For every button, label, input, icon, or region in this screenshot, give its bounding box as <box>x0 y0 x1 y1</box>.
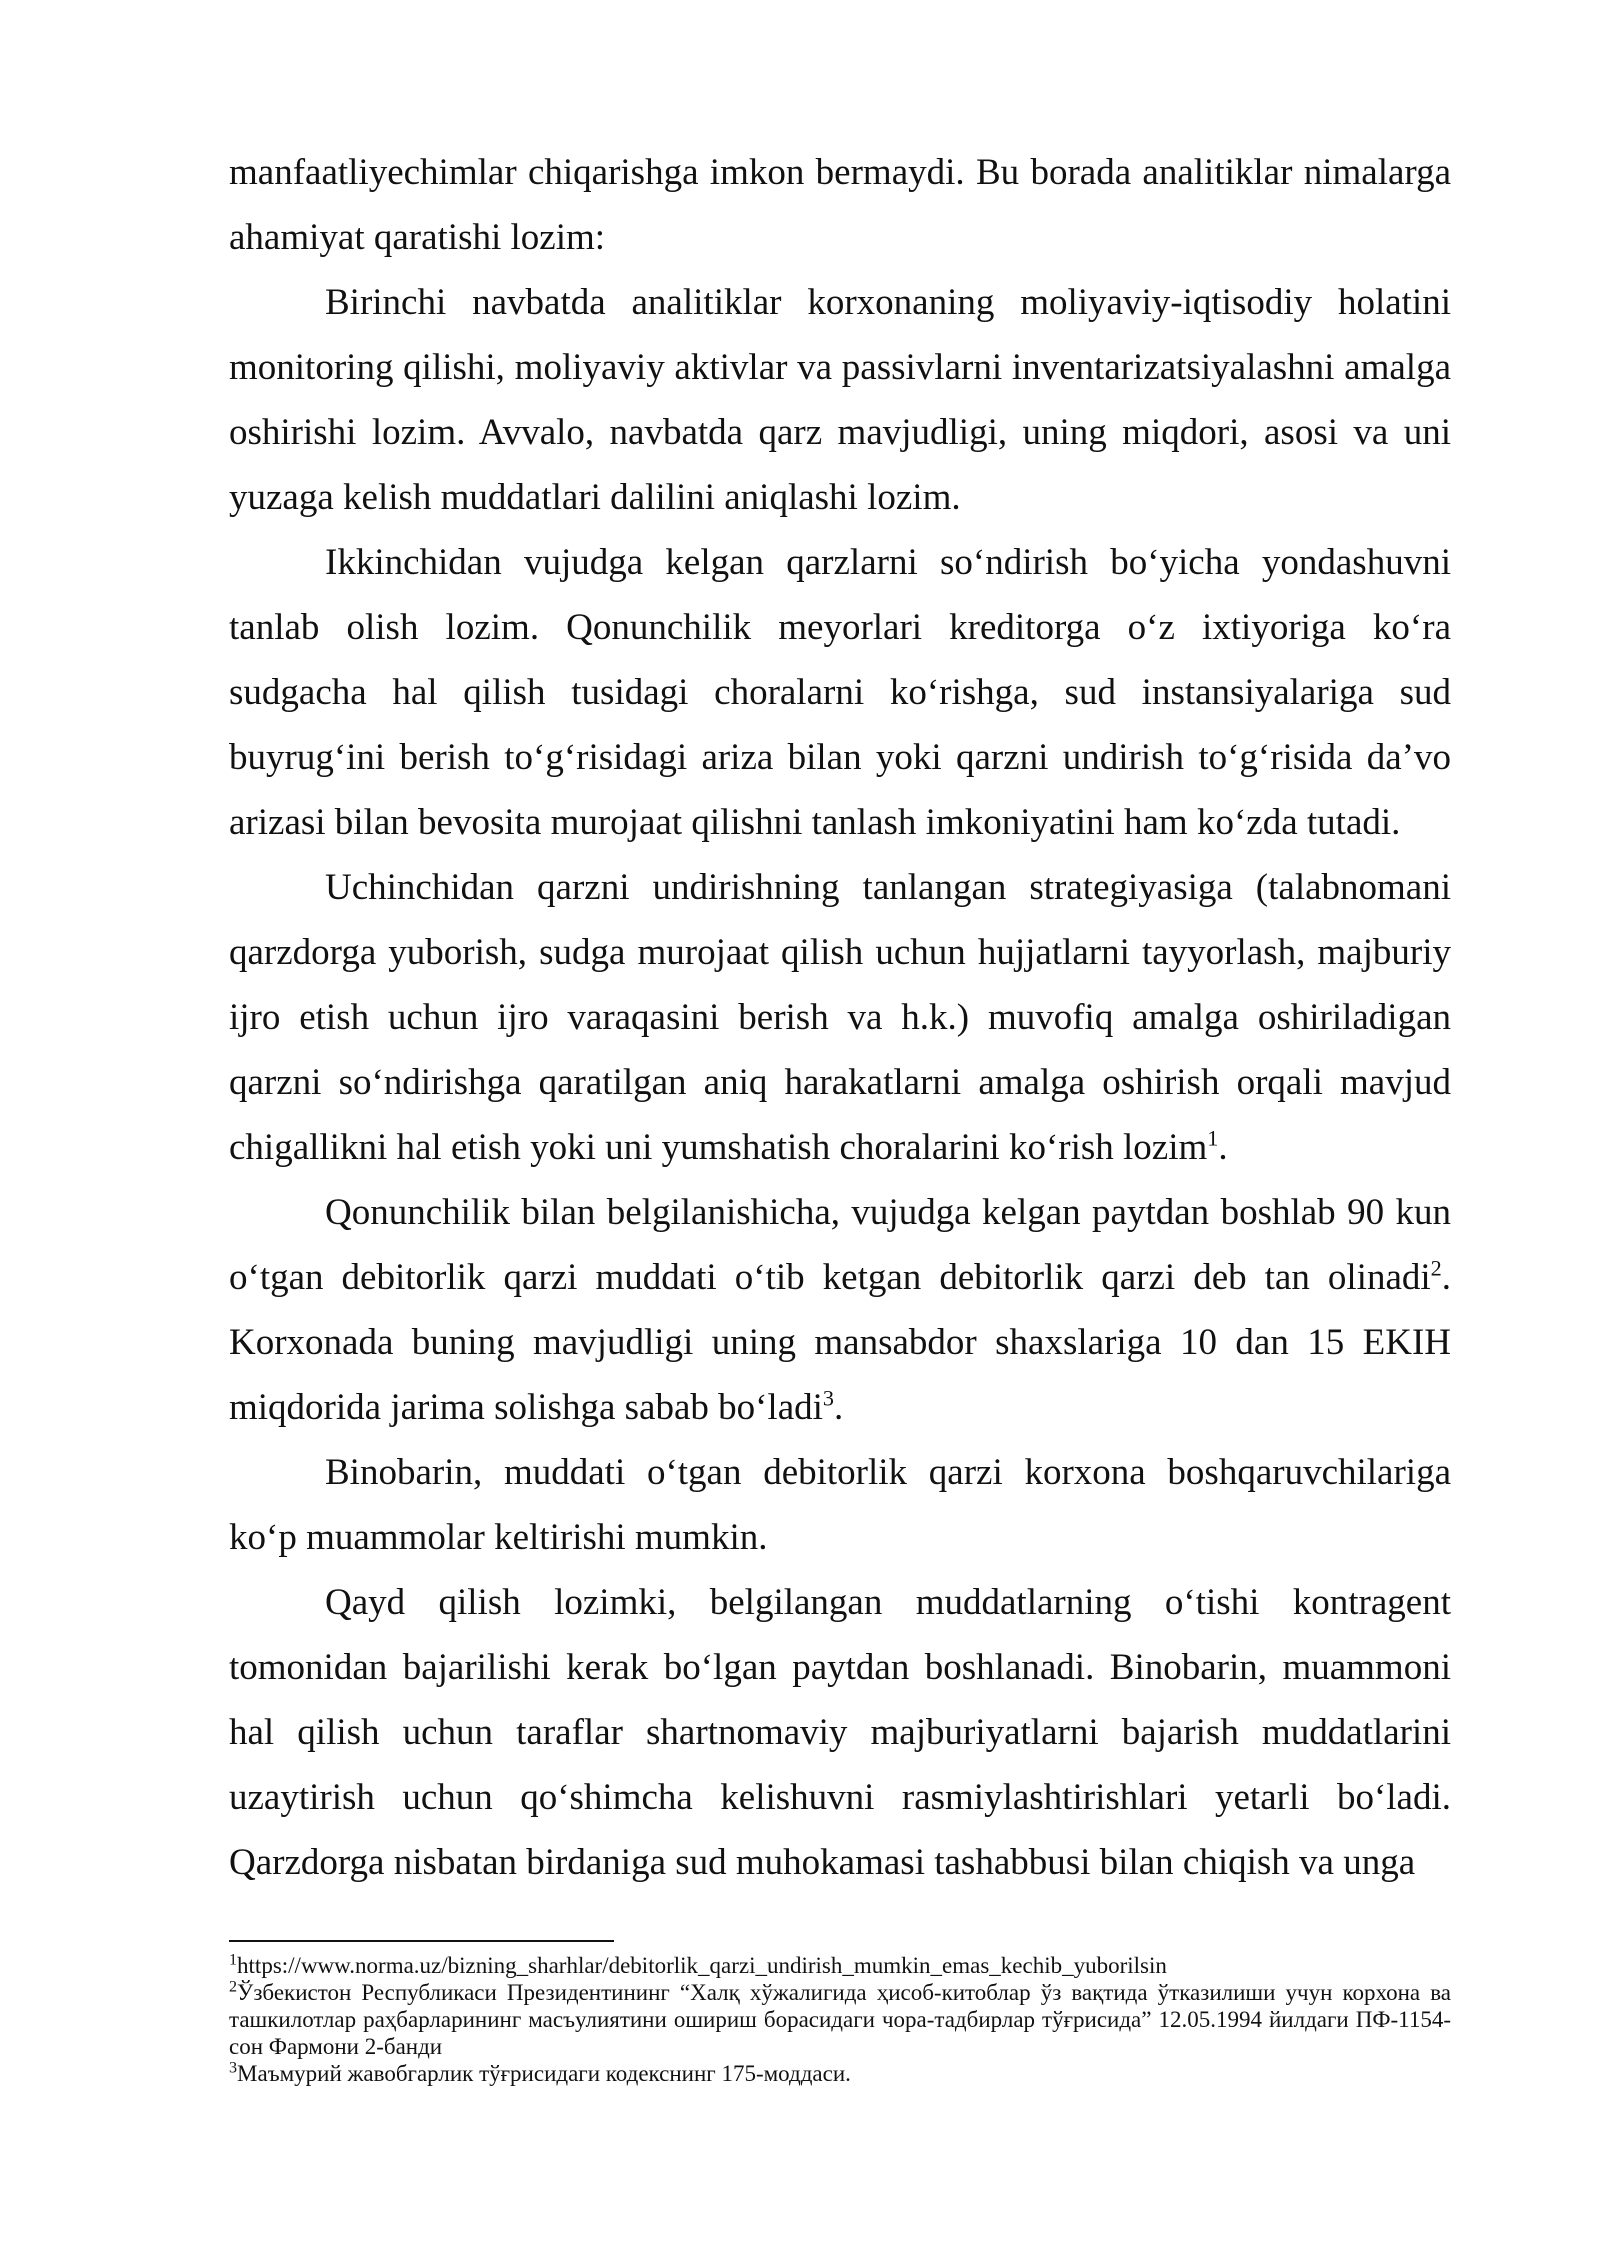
paragraph-3 <box>229 530 1451 855</box>
footnote-3 <box>229 2060 1451 2087</box>
body-text <box>229 140 1451 1895</box>
footnote-ref-3[interactable]: 3 <box>822 1385 835 1411</box>
paragraph-text: Uchinchidan qarzni undirishning tanlangan strategiyasiga (talabnomani qarzdorga yuborish, sudga murojaat qilish uchun hujjatlarni tayyorlash, majburiy ijro etish uchun ijro varaqasini berish va h.k.) muvofiq amalga oshiriladigan qarzni so‘ndirishga qaratilgan aniq harakatlarni amalga oshirish orqali mavjud chigallikni hal etish yoki uni yumshatish choralarini ko‘rish lozim <box>229 867 1451 1168</box>
footnote-ref-1[interactable]: 1 <box>1207 1125 1219 1151</box>
paragraph-text: Birinchi navbatda analitiklar korxonaning moliyaviy-iqtisodiy holatini monitoring qilishi, moliyaviy aktivlar va passivlarni inventarizatsiyalashni amalga oshirishi lozim. Avvalo, navbatda qarz mavjudligi, uning miqdori, asosi va uni yuzaga kelish muddatlari dalilini aniqlashi lozim. <box>229 282 1451 518</box>
paragraph-5 <box>229 1180 1451 1440</box>
paragraph-6 <box>229 1440 1451 1570</box>
paragraph-text: Qayd qilish lozimki, belgilangan muddatlarning o‘tishi kontragent tomonidan bajarilishi kerak bo‘lgan paytdan boshlanadi. Binobarin, muammoni hal qilish uchun taraflar shartnomaviy majburiyatlarni bajarish muddatlarini uzaytirish uchun qo‘shimcha kelishuvni rasmiylashtirishlari yetarli bo‘ladi. Qarzdorga nisbatan birdaniga sud muhokamasi tashabbusi bilan chiqish va unga <box>229 1582 1451 1883</box>
paragraph-tail-2: . <box>834 1387 844 1428</box>
paragraph-4 <box>229 855 1451 1180</box>
paragraph-tail: . Korxonada buning mavjudligi uning mansabdor shaxslariga 10 dan 15 EKIH miqdorida jarima solishga sabab bo‘ladi <box>229 1257 1451 1428</box>
footnotes <box>229 1952 1451 2087</box>
footnote-mark: 1 <box>229 1951 238 1969</box>
paragraph-2 <box>229 270 1451 530</box>
paragraph-text: Ikkinchidan vujudga kelgan qarzlarni so‘ndirish bo‘yicha yondashuvni tanlab olish lozim. Qonunchilik meyorlari kreditorga o‘z ixtiyoriga ko‘ra sudgacha hal qilish tusidagi choralarni ko‘rishga, sud instansiyalariga sud buyrug‘ini berish to‘g‘risidagi ariza bilan yoki qarzni undirish to‘g‘risida da’vo arizasi bilan bevosita murojaat qilishni tanlash imkoniyatini ham ko‘zda tutadi. <box>229 542 1451 843</box>
footnote-ref-2[interactable]: 2 <box>1430 1255 1442 1281</box>
paragraph-1 <box>229 140 1451 270</box>
footnote-separator <box>229 1940 614 1942</box>
paragraph-7 <box>229 1570 1451 1895</box>
footnote-text: Маъмурий жавобгарлик тўғрисидаги кодекснинг 175-моддаси. <box>237 2061 851 2086</box>
footnote-mark: 3 <box>229 2059 238 2077</box>
footnote-2 <box>229 1979 1451 2060</box>
paragraph-text: Qonunchilik bilan belgilanishicha, vujudga kelgan paytdan boshlab 90 kun o‘tgan debitorlik qarzi muddati o‘tib ketgan debitorlik qarzi deb tan olinadi <box>229 1192 1451 1298</box>
paragraph-text: manfaatliyechimlar chiqarishga imkon bermaydi. Bu borada analitiklar nimalarga ahamiyat qaratishi lozim: <box>229 152 1451 258</box>
footnote-mark: 2 <box>229 1978 238 1996</box>
footnote-1 <box>229 1952 1451 1979</box>
paragraph-text: Binobarin, muddati o‘tgan debitorlik qarzi korxona boshqaruvchilariga ko‘p muammolar keltirishi mumkin. <box>229 1452 1451 1558</box>
footnote-text: Ўзбекистон Республикаси Президентининг “Халқ хўжалигида ҳисоб-китоблар ўз вақтида ўтказилиши учун корхона ва ташкилотлар раҳбарларининг масъулиятини ошириш борасидаги чора-тадбирлар тўғрисида” 12.05.1994 йилдаги ПФ-1154-сон Фармони 2-банди <box>229 1980 1451 2059</box>
paragraph-tail: . <box>1218 1127 1228 1168</box>
footnote-link[interactable]: https://www.norma.uz/bizning_sharhlar/debitorlik_qarzi_undirish_mumkin_emas_kechib_yuborilsin <box>237 1953 1167 1978</box>
